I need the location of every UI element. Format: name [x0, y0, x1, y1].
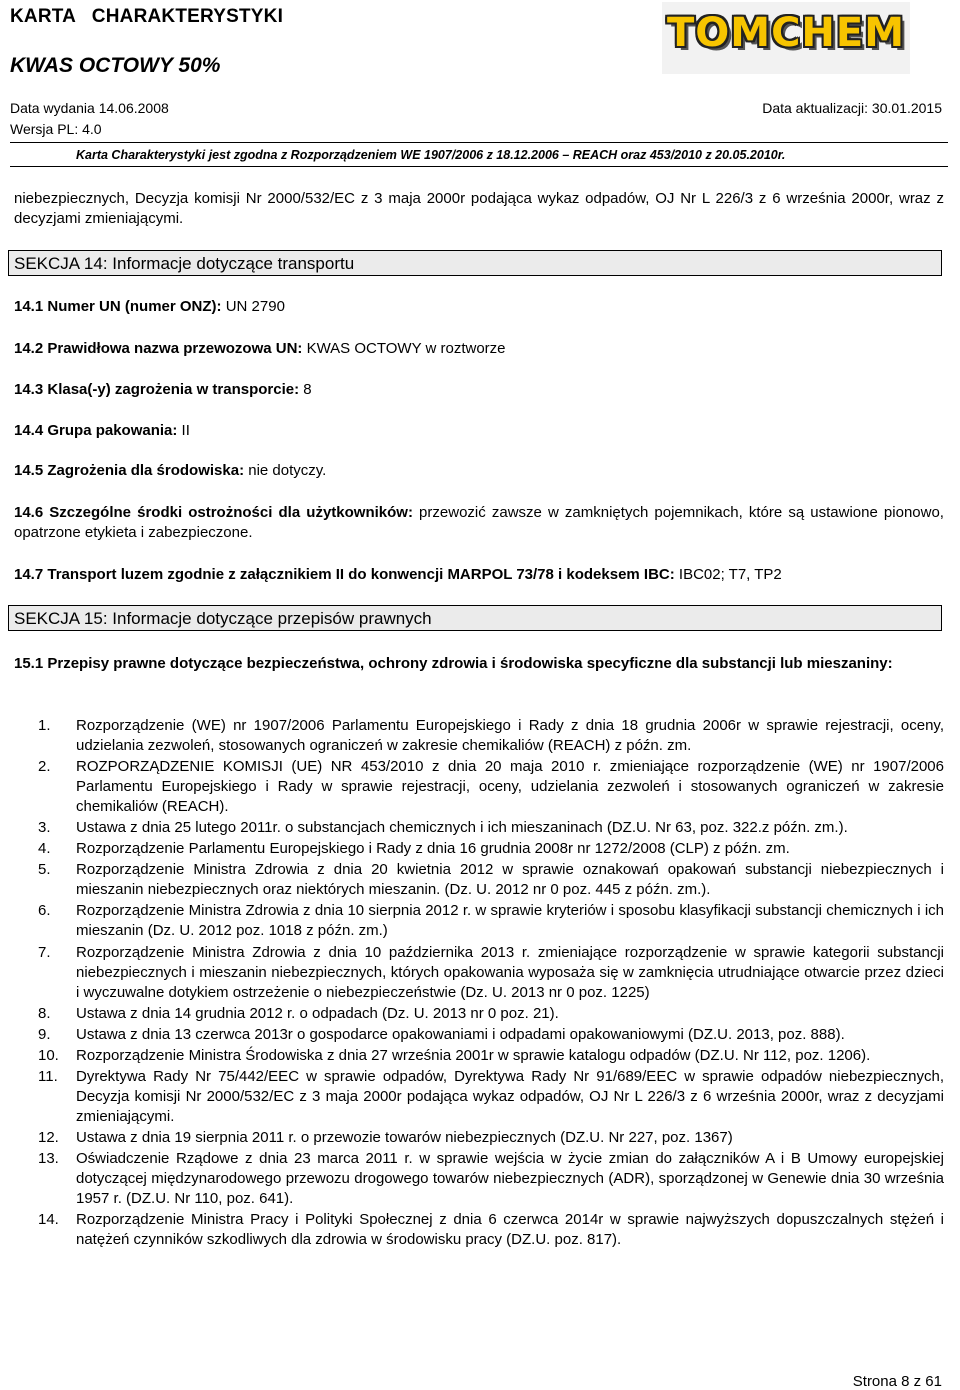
list-number: 14. [38, 1211, 59, 1229]
list-text: Rozporządzenie (WE) nr 1907/2006 Parlamentu Europejskiego i Rady z dnia 18 grudnia 2006r w sprawie rejestracji, oceny, udzielania zezwoleń, stosowanych ograniczeń w zakresie chemikaliów (REACH) z późn. zm. [76, 717, 944, 754]
item-label: 14.7 Transport luzem zgodnie z załącznikiem II do konwencji MARPOL 73/78 i kodeksem IBC: [14, 566, 675, 583]
list-item [0, 1046, 944, 1066]
list-text: Rozporządzenie Ministra Zdrowia z dnia 10 października 2013 r. zmieniające rozporządzenie w sprawie kategorii substancji niebezpiecznych i mieszanin niebezpiecznych, których opakowania wyposaża się w zamknięcia utrudniające otwarcie przez dzieci i wyczuwalne dotykiem ostrzeżenie o niebezpieczeństwie (Dz. U. 2013 nr 0 poz. 1225) [76, 943, 944, 1001]
update-date: Data aktualizacji: 30.01.2015 [762, 100, 942, 116]
list-item [0, 839, 944, 859]
company-logo [662, 2, 910, 74]
item-label: 14.6 Szczególne środki ostrożności dla użytkowników: [14, 504, 413, 521]
issue-date: Data wydania 14.06.2008 [10, 100, 169, 116]
list-text: Rozporządzenie Ministra Pracy i Polityki Społecznej z dnia 6 czerwca 2014r w sprawie najwyższych dopuszczalnych stężeń i natężeń czynników szkodliwych dla zdrowia w środowisku pracy (DZ.U. poz. 817). [76, 1211, 944, 1249]
list-item [0, 818, 944, 838]
compliance-note: Karta Charakterystyki jest zgodna z Rozporządzeniem WE 1907/2006 z 18.12.2006 – REACH oraz 453/2010 z 20.05.2010r. [76, 148, 786, 162]
list-text: Dyrektywa Rady Nr 75/442/EEC w sprawie odpadów, Dyrektywa Rady Nr 91/689/EEC w sprawie odpadów niebezpiecznych, Decyzja komisji Nr 2000/532/EC z 3 maja 2000r podająca wykaz odpadów, OJ Nr L 226/3 z 6 września 2000r, wraz z decyzjami zmieniającymi. [76, 1067, 944, 1125]
item-14-4 [14, 422, 190, 439]
item-value: przewozić zawsze w zamkniętych pojemnikach, które są ustawione pionowo, opatrzone etykieta i zabezpieczone. [14, 504, 944, 541]
document-title: KARTA CHARAKTERYSTYKI [10, 6, 284, 27]
item-value: KWAS OCTOWY w roztworze [302, 340, 506, 357]
item-14-2 [14, 340, 506, 357]
list-number: 13. [38, 1150, 59, 1168]
list-number: 1. [38, 717, 51, 734]
list-number: 5. [38, 861, 51, 879]
list-number: 8. [38, 1004, 51, 1022]
logo-text: TOMCHEM [666, 10, 906, 56]
header-divider-top [10, 142, 948, 143]
list-text: Rozporządzenie Ministra Zdrowia z dnia 10 sierpnia 2012 r. w sprawie kryteriów i sposobu klasyfikacji substancji chemicznych i ich mieszanin (Dz. U. 2012 poz. 1018 z późn. zm.) [76, 902, 944, 940]
list-item [0, 901, 944, 941]
intro-paragraph: niebezpiecznych, Decyzja komisji Nr 2000/532/EC z 3 maja 2000r podająca wykaz odpadów, OJ Nr L 226/3 z 6 września 2000r, wraz z decyzjami zmieniającymi. [14, 190, 944, 227]
subsection-15-1-heading: 15.1 Przepisy prawne dotyczące bezpieczeństwa, ochrony zdrowia i środowiska specyficzne dla substancji lub mieszaniny: [14, 655, 893, 672]
header-divider-bottom [10, 166, 948, 167]
list-item [0, 1025, 944, 1045]
list-text: Rozporządzenie Ministra Środowiska z dnia 27 września 2001r w sprawie katalogu odpadów (DZ.U. Nr 112, poz. 1206). [76, 1046, 871, 1064]
list-text: Ustawa z dnia 14 grudnia 2012 r. o odpadach (Dz. U. 2013 nr 0 poz. 21). [76, 1004, 559, 1022]
section-15-title: SEKCJA 15: Informacje dotyczące przepisów prawnych [14, 609, 432, 628]
version: Wersja PL: 4.0 [10, 121, 102, 137]
list-item [0, 716, 944, 756]
list-number: 4. [38, 840, 51, 858]
item-value: 8 [299, 381, 312, 398]
item-14-5 [14, 462, 326, 479]
list-number: 12. [38, 1129, 59, 1147]
list-number: 6. [38, 902, 51, 920]
section-14-title: SEKCJA 14: Informacje dotyczące transportu [14, 254, 355, 273]
item-label: 14.3 Klasa(-y) zagrożenia w transporcie: [14, 381, 300, 398]
list-item [0, 1149, 944, 1209]
list-number: 10. [38, 1046, 59, 1064]
item-label: 14.2 Prawidłowa nazwa przewozowa UN: [14, 340, 303, 357]
item-14-7 [14, 566, 782, 583]
list-item [0, 1210, 944, 1250]
page-number: Strona 8 z 61 [852, 1373, 942, 1390]
product-name: KWAS OCTOWY 50% [10, 54, 221, 77]
legislation-list [0, 716, 944, 1251]
list-number: 9. [38, 1025, 51, 1043]
item-label: 14.4 Grupa pakowania: [14, 422, 178, 439]
list-number: 7. [38, 943, 51, 961]
list-text: Rozporządzenie Ministra Zdrowia z dnia 20 kwietnia 2012 w sprawie oznakowań opakowań substancji niebezpiecznych i mieszanin niebezpiecznych oraz niektórych mieszanin. (Dz. U. 2012 nr 0 poz. 445 z późn. zm.). [76, 861, 944, 899]
item-label: 14.5 Zagrożenia dla środowiska: [14, 462, 245, 479]
list-item [0, 943, 944, 1003]
item-value: II [177, 422, 190, 439]
item-14-3 [14, 381, 312, 398]
list-item [0, 1128, 944, 1148]
list-text: Ustawa z dnia 13 czerwca 2013r o gospodarce opakowaniami i odpadami opakowaniowymi (DZ.U. 2013, poz. 888). [76, 1025, 845, 1043]
list-item [0, 1004, 944, 1024]
list-item [0, 1067, 944, 1127]
section-15-heading [8, 605, 942, 631]
list-item [0, 860, 944, 900]
list-number: 2. [38, 758, 51, 776]
list-item [0, 757, 944, 817]
list-number: 3. [38, 819, 51, 837]
item-value: nie dotyczy. [244, 462, 327, 479]
item-14-6 [14, 503, 944, 543]
item-value: IBC02; T7, TP2 [674, 566, 782, 583]
list-text: Oświadczenie Rządowe z dnia 23 marca 2011 r. w sprawie wejścia w życie zmian do załączników A i B Umowy europejskiej dotyczącej międzynarodowego przewozu drogowego towarów niebezpiecznych (ADR), sporządzonej w Genewie dnia 30 września 1957 r. (DZ.U. Nr 110, poz. 641). [76, 1150, 944, 1208]
list-text: Ustawa z dnia 25 lutego 2011r. o substancjach chemicznych i ich mieszaninach (DZ.U. Nr 63, poz. 322.z późn. zm.). [76, 819, 848, 837]
list-text: Ustawa z dnia 19 sierpnia 2011 r. o przewozie towarów niebezpiecznych (DZ.U. Nr 227, poz. 1367) [76, 1129, 733, 1147]
item-label: 14.1 Numer UN (numer ONZ): [14, 298, 222, 315]
section-14-heading [8, 250, 942, 276]
list-text: ROZPORZĄDZENIE KOMISJI (UE) NR 453/2010 z dnia 20 maja 2010 r. zmieniające rozporządzenie (WE) nr 1907/2006 Parlamentu Europejskiego i Rady w sprawie rejestracji, oceny, udzielania zezwoleń i stosowanych ograniczeń w zakresie chemikaliów (REACH). [76, 758, 944, 816]
item-14-1 [14, 298, 285, 315]
list-number: 11. [38, 1067, 58, 1085]
item-value: UN 2790 [221, 298, 285, 315]
list-text: Rozporządzenie Parlamentu Europejskiego i Rady z dnia 16 grudnia 2008r nr 1272/2008 (CLP) z późn. zm. [76, 840, 790, 858]
